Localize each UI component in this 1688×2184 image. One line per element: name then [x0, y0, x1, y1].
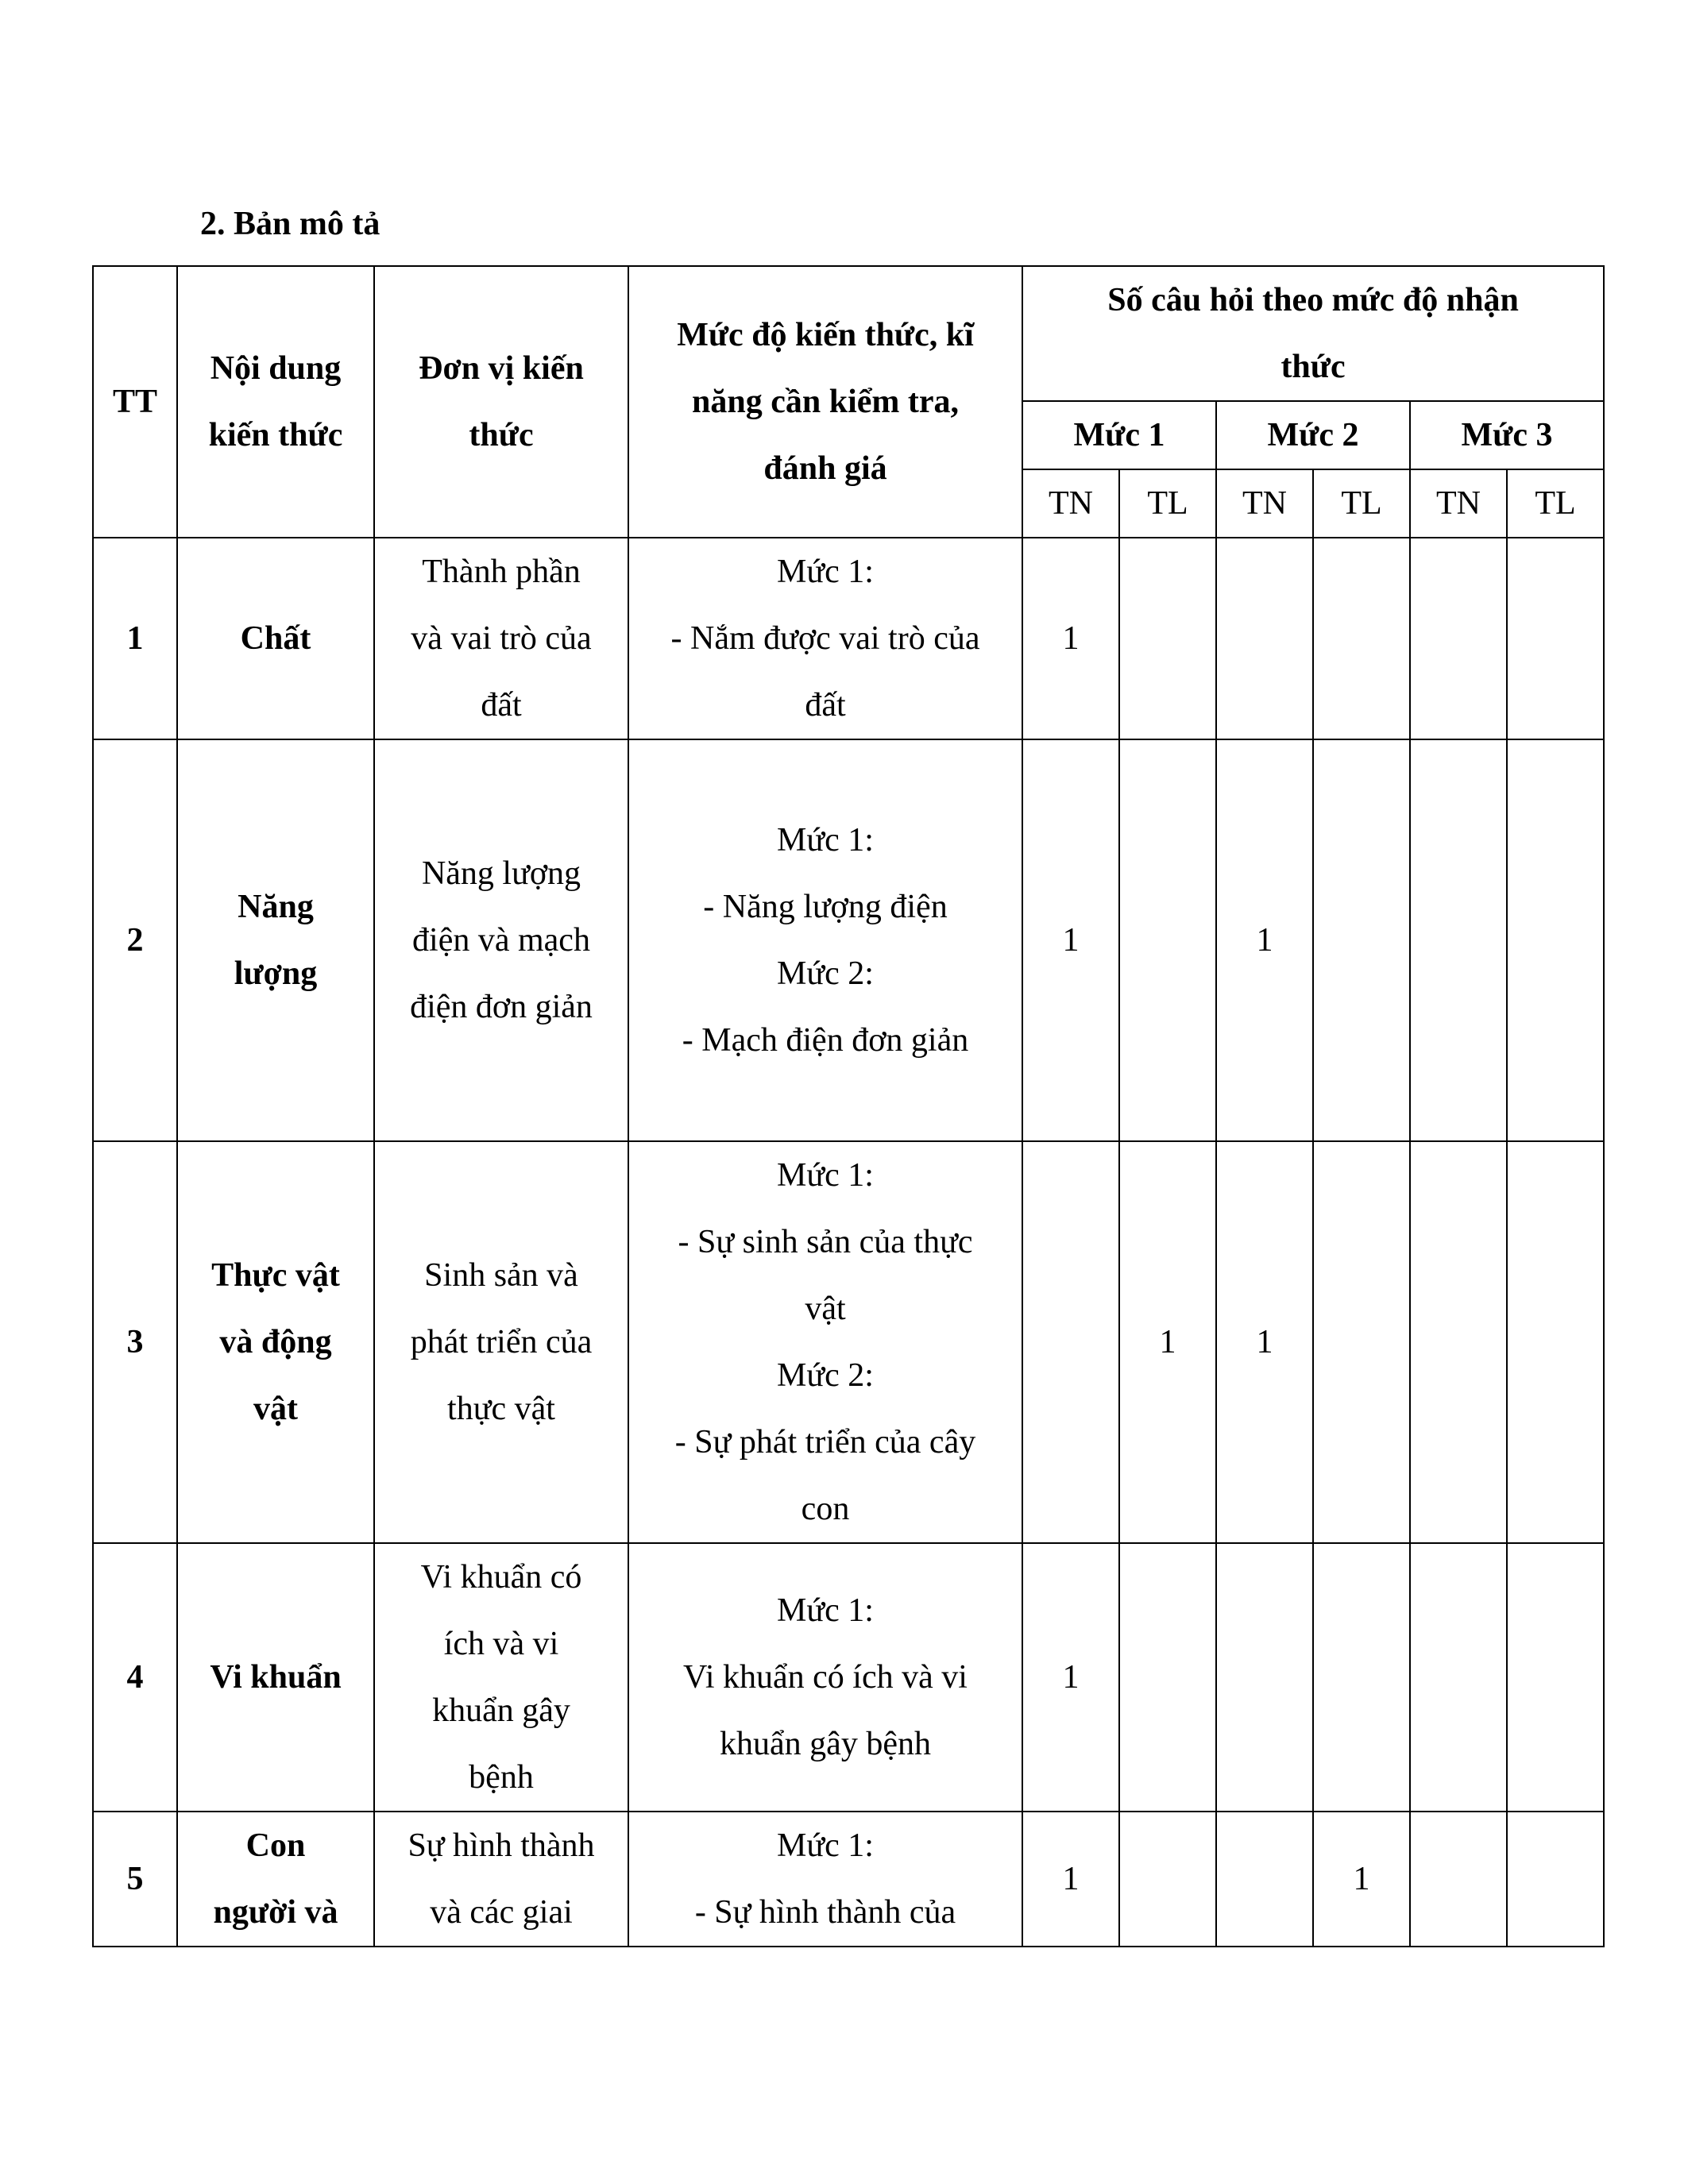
- header-subcol-tl: TL: [1119, 469, 1216, 538]
- table-row: [93, 538, 1604, 739]
- row-content: [177, 1543, 374, 1812]
- row-unit-line: khuẩn gây: [432, 1692, 570, 1729]
- count-cell: [1410, 739, 1507, 1141]
- row-description: [628, 1543, 1022, 1812]
- row-desc-line: - Sự phát triển của cây: [674, 1424, 976, 1461]
- count-cell: 1: [1313, 1812, 1410, 1947]
- row-tt: 4: [93, 1543, 177, 1812]
- header-level-2: Mức 2: [1216, 401, 1410, 469]
- header-level-3: Mức 3: [1410, 401, 1604, 469]
- count-cell: 1: [1022, 1543, 1119, 1812]
- row-desc-line: - Mạch điện đơn giản: [682, 1022, 969, 1059]
- header-unit-line: Đơn vị kiến: [419, 350, 584, 387]
- row-content-line: Con: [245, 1827, 306, 1864]
- row-content: [177, 739, 374, 1141]
- row-unit-line: và các giai: [430, 1894, 573, 1931]
- header-subcol-tn: TN: [1022, 469, 1119, 538]
- header-row: [93, 266, 1604, 401]
- row-desc-line: - Sự sinh sản của thực: [678, 1224, 973, 1260]
- count-cell: [1216, 1812, 1313, 1947]
- row-tt: 2: [93, 739, 177, 1141]
- row-content-line: Vi khuẩn: [210, 1659, 342, 1696]
- table-row: [93, 1141, 1604, 1543]
- row-unit: [374, 1812, 628, 1947]
- header-content: [177, 266, 374, 538]
- count-cell: 1: [1216, 739, 1313, 1141]
- count-cell: 1: [1119, 1141, 1216, 1543]
- row-desc-line: Mức 1:: [777, 1157, 874, 1194]
- count-cell: [1313, 538, 1410, 739]
- count-cell: [1507, 1141, 1604, 1543]
- row-description: [628, 538, 1022, 739]
- count-cell: [1410, 1812, 1507, 1947]
- count-cell: 1: [1022, 538, 1119, 739]
- row-unit: [374, 739, 628, 1141]
- count-cell: 1: [1022, 1812, 1119, 1947]
- count-cell: [1119, 739, 1216, 1141]
- count-cell: [1216, 1543, 1313, 1812]
- row-unit-line: Vi khuẩn có: [420, 1559, 582, 1596]
- row-description: [628, 1141, 1022, 1543]
- count-cell: [1119, 1543, 1216, 1812]
- row-unit-line: Năng lượng: [421, 855, 581, 892]
- header-subcol-tl: TL: [1507, 469, 1604, 538]
- row-tt: 5: [93, 1812, 177, 1947]
- row-content: [177, 1141, 374, 1543]
- row-desc-line: đất: [805, 687, 846, 723]
- row-desc-line: Mức 1:: [777, 554, 874, 590]
- header-level-line: Mức độ kiến thức, kĩ: [677, 317, 974, 353]
- count-cell: [1410, 538, 1507, 739]
- row-unit-line: thực vật: [447, 1391, 555, 1427]
- row-unit-line: điện đơn giản: [410, 989, 593, 1025]
- count-cell: [1216, 538, 1313, 739]
- header-content-line: kiến thức: [208, 417, 343, 453]
- row-unit-line: Sinh sản và: [424, 1257, 578, 1294]
- row-unit: [374, 1543, 628, 1812]
- count-cell: [1410, 1543, 1507, 1812]
- header-content-line: Nội dung: [210, 350, 342, 387]
- row-unit-line: Sự hình thành: [408, 1827, 595, 1864]
- row-unit: [374, 538, 628, 739]
- row-unit-line: phát triển của: [410, 1324, 593, 1360]
- count-cell: [1022, 1141, 1119, 1543]
- count-cell: [1313, 1543, 1410, 1812]
- row-description: [628, 739, 1022, 1141]
- row-content: [177, 538, 374, 739]
- row-desc-line: con: [801, 1491, 850, 1527]
- row-desc-line: Mức 2:: [777, 1357, 874, 1394]
- header-unit: [374, 266, 628, 538]
- header-level-description: [628, 266, 1022, 538]
- section-title: 2. Bản mô tả: [200, 206, 380, 242]
- header-subcol-tn: TN: [1216, 469, 1313, 538]
- count-cell: [1507, 538, 1604, 739]
- specification-table: [92, 265, 1605, 1947]
- table-row: [93, 1812, 1604, 1947]
- count-cell: [1119, 538, 1216, 739]
- table-row: [93, 739, 1604, 1141]
- row-content-line: Chất: [240, 620, 311, 657]
- count-cell: [1313, 739, 1410, 1141]
- row-desc-line: - Nắm được vai trò của: [670, 620, 980, 657]
- count-cell: [1507, 1812, 1604, 1947]
- row-content-line: lượng: [234, 955, 318, 992]
- header-tt: TT: [93, 266, 177, 538]
- row-unit-line: bệnh: [469, 1759, 534, 1796]
- count-cell: [1507, 739, 1604, 1141]
- header-subcol-tn: TN: [1410, 469, 1507, 538]
- row-unit: [374, 1141, 628, 1543]
- row-desc-line: Mức 1:: [777, 1592, 874, 1629]
- table-row: [93, 1543, 1604, 1812]
- header-unit-line: thức: [469, 417, 534, 453]
- header-question-line: thức: [1280, 349, 1346, 385]
- row-desc-line: Vi khuẩn có ích và vi: [683, 1659, 968, 1696]
- row-content-line: Năng: [238, 889, 314, 925]
- row-content: [177, 1812, 374, 1947]
- row-tt: 3: [93, 1141, 177, 1543]
- count-cell: [1410, 1141, 1507, 1543]
- row-tt: 1: [93, 538, 177, 739]
- count-cell: [1119, 1812, 1216, 1947]
- row-content-line: Thực vật: [211, 1257, 340, 1294]
- count-cell: 1: [1022, 739, 1119, 1141]
- row-unit-line: điện và mạch: [412, 922, 590, 959]
- row-desc-line: Mức 1:: [777, 1827, 874, 1864]
- row-unit-line: đất: [481, 687, 522, 723]
- header-level-line: năng cần kiểm tra,: [692, 384, 959, 420]
- row-desc-line: Mức 2:: [777, 955, 874, 992]
- row-unit-line: và vai trò của: [411, 620, 592, 657]
- header-subcol-tl: TL: [1313, 469, 1410, 538]
- count-cell: [1313, 1141, 1410, 1543]
- header-level-1: Mức 1: [1022, 401, 1216, 469]
- header-question-line: Số câu hỏi theo mức độ nhận: [1107, 282, 1519, 318]
- row-desc-line: Mức 1:: [777, 822, 874, 859]
- header-question-count: [1022, 266, 1604, 401]
- row-desc-line: vật: [805, 1291, 846, 1327]
- count-cell: [1507, 1543, 1604, 1812]
- row-desc-line: - Năng lượng điện: [703, 889, 948, 925]
- row-unit-line: ích và vi: [443, 1626, 559, 1662]
- row-description: [628, 1812, 1022, 1947]
- row-content-line: và động: [219, 1324, 332, 1360]
- row-unit-line: Thành phần: [422, 554, 581, 590]
- row-content-line: người và: [213, 1894, 338, 1931]
- count-cell: 1: [1216, 1141, 1313, 1543]
- header-level-line: đánh giá: [763, 450, 887, 487]
- row-desc-line: khuẩn gây bệnh: [720, 1726, 931, 1762]
- row-content-line: vật: [253, 1391, 298, 1427]
- row-desc-line: - Sự hình thành của: [694, 1894, 956, 1931]
